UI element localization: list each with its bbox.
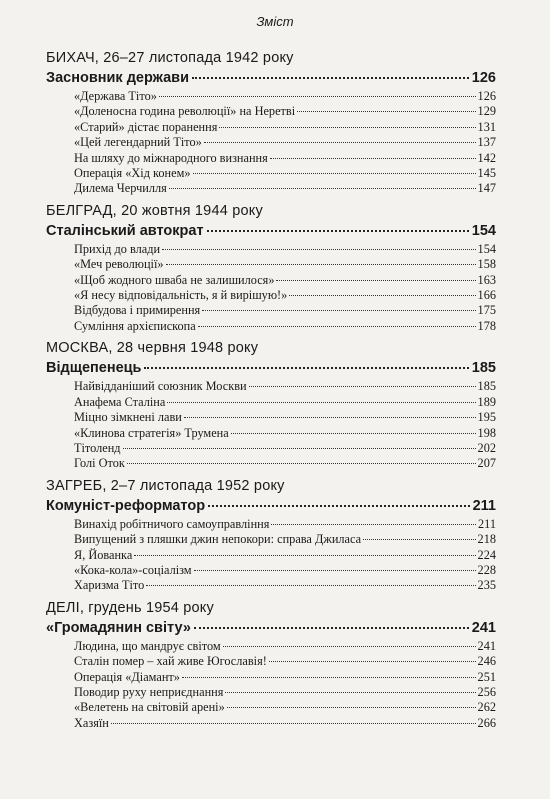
chapter-page-number: 126 (471, 70, 496, 86)
dot-leader (162, 249, 475, 250)
subsection-page-number: 218 (477, 532, 496, 547)
subsection-title: Сталін помер – хай живе Югославія! (74, 654, 267, 669)
chapter-page-number: 211 (472, 497, 496, 514)
subsection-page-number: 235 (477, 578, 496, 593)
subsection-title: Я, Йованка (74, 547, 133, 562)
dot-leader (111, 723, 476, 724)
subsection-title: Дилема Черчилля (74, 181, 167, 196)
list-item[interactable] (74, 441, 496, 456)
subsection-title: Прихід до влади (74, 241, 161, 256)
chapter-entry[interactable] (46, 222, 496, 240)
subsection-page-number: 145 (477, 166, 496, 181)
list-item[interactable] (74, 716, 496, 731)
subsection-page-number: 126 (477, 89, 496, 103)
subsection-list (74, 639, 496, 731)
subsection-page-number: 207 (477, 456, 496, 471)
dot-leader (270, 158, 476, 159)
dot-leader (271, 524, 476, 525)
subsection-page-number: 211 (478, 516, 496, 531)
chapter-entry[interactable] (46, 359, 496, 377)
subsection-page-number: 147 (477, 181, 496, 196)
subsection-page-number: 154 (477, 241, 496, 256)
dot-leader (208, 505, 470, 507)
chapter-entry[interactable] (46, 619, 496, 637)
list-item[interactable] (74, 257, 496, 272)
subsection-list (74, 89, 496, 197)
chapter-title: Комуніст-реформатор (46, 497, 206, 514)
subsection-title: Тітоленд (74, 440, 121, 455)
dot-leader (184, 417, 476, 418)
section-heading: ЗАГРЕБ, 2–7 листопада 1952 року (46, 477, 285, 494)
dot-leader (223, 646, 476, 647)
dot-leader (159, 96, 476, 97)
chapter-title: Засновник держави (46, 70, 189, 86)
chapter-entry[interactable] (46, 69, 496, 87)
list-item[interactable] (74, 273, 496, 288)
subsection-page-number: 202 (477, 440, 496, 455)
subsection-title: Голі Оток (74, 456, 125, 471)
subsection-page-number: 178 (477, 318, 496, 333)
subsection-title: Операція «Діамант» (74, 669, 180, 684)
subsection-page-number: 224 (477, 547, 496, 562)
dot-leader (202, 310, 475, 311)
dot-leader (144, 367, 468, 369)
list-item[interactable] (74, 104, 496, 119)
dot-leader (169, 188, 476, 189)
toc-section (46, 50, 496, 197)
subsection-title: «Старий» дістає поранення (74, 119, 218, 134)
toc-section (46, 478, 496, 594)
subsection-page-number: 256 (477, 684, 496, 699)
subsection-page-number: 266 (477, 715, 496, 730)
subsection-title: «Кока-кола»-соціалізм (74, 562, 192, 577)
subsection-title: Анафема Сталіна (74, 394, 166, 409)
subsection-title: Міцно зімкнені лави (74, 410, 182, 425)
subsection-title: Найвідданіший союзник Москви (74, 379, 247, 394)
subsection-page-number: 195 (477, 410, 496, 425)
list-item[interactable] (74, 517, 496, 532)
subsection-title: На шляху до міжнародного визнання (74, 150, 268, 165)
subsection-title: Хазяїн (74, 715, 109, 730)
section-heading: МОСКВА, 28 червня 1948 року (46, 340, 259, 357)
dot-leader (193, 173, 476, 174)
section-heading: БЕЛГРАД, 20 жовтня 1944 року (46, 202, 263, 219)
dot-leader (182, 677, 476, 678)
list-item[interactable] (74, 303, 496, 318)
section-heading: БИХАЧ, 26–27 листопада 1942 року (46, 50, 294, 66)
subsection-title: «Меч революції» (74, 257, 164, 272)
dot-leader (276, 280, 475, 281)
dot-leader (204, 142, 476, 143)
list-item[interactable] (74, 89, 496, 104)
list-item[interactable] (74, 181, 496, 196)
subsection-title: «Клинова стратегія» Трумена (74, 425, 229, 440)
page-header-title: Зміст (256, 14, 294, 29)
dot-leader (207, 230, 469, 232)
list-item[interactable] (74, 532, 496, 547)
dot-leader (289, 295, 475, 296)
subsection-page-number: 198 (477, 425, 496, 440)
list-item[interactable] (74, 563, 496, 578)
toc-section (46, 600, 496, 731)
subsection-page-number: 262 (477, 700, 496, 715)
list-item[interactable] (74, 242, 496, 257)
list-item[interactable] (74, 548, 496, 563)
list-item[interactable] (74, 410, 496, 425)
chapter-title: Відщепенець (46, 360, 142, 377)
subsection-title: «Щоб жодного шваба не залишилося» (74, 272, 275, 287)
subsection-title: «Велетень на світовій арені» (74, 700, 225, 715)
subsection-title: Поводир руху неприєднання (74, 684, 224, 699)
dot-leader (134, 555, 475, 556)
list-item[interactable] (74, 288, 496, 303)
subsection-page-number: 163 (477, 272, 496, 287)
subsection-page-number: 175 (477, 303, 496, 318)
subsection-page-number: 189 (477, 394, 496, 409)
subsection-title: Сумління архієпископа (74, 318, 196, 333)
subsection-list (74, 379, 496, 471)
dot-leader (194, 627, 469, 629)
dot-leader (249, 386, 476, 387)
list-item[interactable] (74, 379, 496, 394)
list-item[interactable] (74, 639, 496, 654)
subsection-title: «Цей легендарний Тіто» (74, 135, 202, 150)
list-item[interactable] (74, 151, 496, 166)
dot-leader (166, 264, 476, 265)
dot-leader (194, 570, 476, 571)
dot-leader (167, 402, 475, 403)
subsection-page-number: 131 (477, 119, 496, 134)
list-item[interactable] (74, 426, 496, 441)
subsection-title: Харизма Тіто (74, 578, 145, 593)
list-item[interactable] (74, 456, 496, 471)
list-item[interactable] (74, 319, 496, 334)
dot-leader (225, 692, 475, 693)
subsection-page-number: 241 (477, 638, 496, 653)
subsection-title: Винахід робітничого самоуправління (74, 516, 270, 531)
dot-leader (198, 326, 476, 327)
list-item[interactable] (74, 395, 496, 410)
subsection-title: «Держава Тіто» (74, 89, 157, 103)
dot-leader (123, 448, 476, 449)
chapter-page-number: 154 (471, 222, 496, 239)
chapter-page-number: 241 (471, 619, 496, 636)
table-of-contents (46, 50, 496, 737)
subsection-page-number: 228 (477, 562, 496, 577)
subsection-page-number: 129 (477, 104, 496, 119)
subsection-title: Людина, що мандрує світом (74, 638, 221, 653)
subsection-title: Випущений з пляшки джин непокори: справа Джиласа (74, 532, 362, 547)
dot-leader (269, 661, 476, 662)
section-heading: ДЕЛІ, грудень 1954 року (46, 599, 214, 616)
chapter-title: «Громадянин світу» (46, 619, 191, 636)
chapter-title: Сталінський автократ (46, 222, 204, 239)
subsection-title: Відбудова і примирення (74, 303, 201, 318)
subsection-page-number: 137 (477, 135, 496, 150)
list-item[interactable] (74, 654, 496, 669)
list-item[interactable] (74, 700, 496, 715)
subsection-list (74, 242, 496, 334)
subsection-list (74, 517, 496, 594)
list-item[interactable] (74, 135, 496, 150)
toc-section (46, 340, 496, 471)
list-item[interactable] (74, 578, 496, 593)
subsection-page-number: 142 (477, 150, 496, 165)
dot-leader (127, 463, 476, 464)
dot-leader (231, 433, 476, 434)
dot-leader (363, 539, 475, 540)
subsection-title: «Я несу відповідальність, я й вирішую!» (74, 288, 288, 303)
chapter-entry[interactable] (46, 497, 496, 515)
dot-leader (297, 111, 475, 112)
dot-leader (192, 77, 469, 79)
toc-section (46, 203, 496, 334)
dot-leader (146, 585, 475, 586)
subsection-page-number: 246 (477, 654, 496, 669)
subsection-page-number: 158 (477, 257, 496, 272)
subsection-title: «Доленосна година революції» на Неретві (74, 104, 296, 119)
list-item[interactable] (74, 670, 496, 685)
subsection-title: Операція «Хід конем» (74, 166, 191, 181)
list-item[interactable] (74, 685, 496, 700)
list-item[interactable] (74, 120, 496, 135)
subsection-page-number: 185 (477, 379, 496, 394)
list-item[interactable] (74, 166, 496, 181)
dot-leader (227, 707, 476, 708)
dot-leader (219, 127, 475, 128)
subsection-page-number: 166 (477, 288, 496, 303)
chapter-page-number: 185 (471, 360, 496, 377)
subsection-page-number: 251 (477, 669, 496, 684)
